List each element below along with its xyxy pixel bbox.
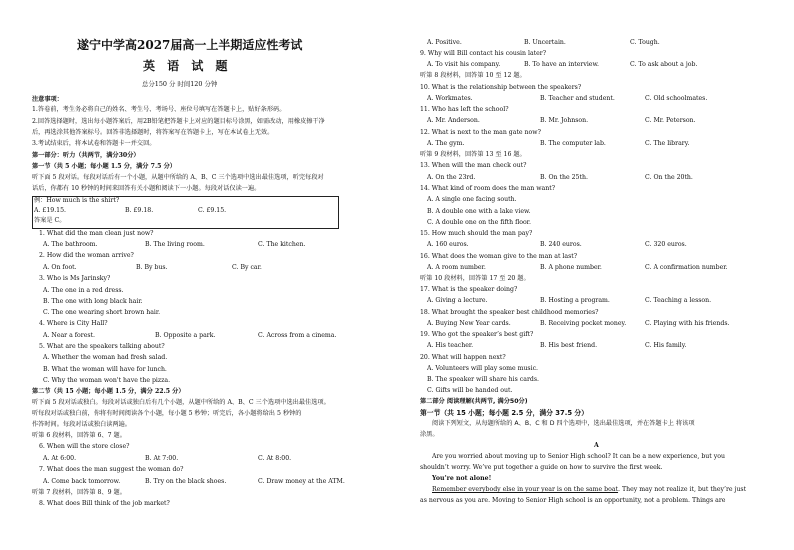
q17-option-a: A. Giving a lecture.	[427, 297, 488, 304]
q15-option-a: A. 160 euros.	[427, 241, 469, 248]
q14-option-c: C. A double one on the fifth floor.	[427, 219, 531, 226]
q4-option-a: A. Near a forest.	[43, 332, 96, 339]
q10-option-c: C. Old schoolmates.	[645, 95, 708, 102]
material-6: 听第 6 段材料，回答第 6、7 题。	[32, 432, 126, 439]
q2-option-a: A. On foot.	[43, 264, 77, 271]
q18-option-a: A. Buying New Year cards.	[427, 320, 511, 327]
q6-option-b: B. At 7:00.	[145, 455, 179, 462]
passage-line-4: as nervous as you are. Moving to Senior High school is an opportunity, not a problem. Things are	[420, 497, 726, 504]
q3-option-b: B. The one with long black hair.	[43, 298, 143, 305]
question-19: 19. Who got the speaker’s best gift?	[420, 331, 534, 338]
q1-option-c: C. The kitchen.	[258, 241, 306, 248]
question-13: 13. When will the man check out?	[420, 162, 527, 169]
exam-title: 遂宁中学高2027届高一上半期适应性考试	[77, 38, 303, 52]
question-7: 7. What does the man suggest the woman do?	[39, 466, 184, 473]
question-17: 17. What is the speaker doing?	[420, 286, 518, 293]
example-answer: 答案是 C。	[34, 217, 66, 224]
notes-heading: 注意事项：	[32, 96, 63, 103]
passage-subheading: You’re not alone!	[432, 475, 492, 482]
sec2-instruction-b: 听每段对话或独白前，你将有时间阅读各个小题，每小题 5 秒钟；听完后，各小题将给出 5 秒钟的	[32, 410, 302, 417]
part1-sec1-heading: 第一节（共 5 小题；每小题 1.5 分，满分 7.5 分）	[32, 163, 176, 170]
part2-heading: 第二部分 阅读理解(共两节, 满分50分)	[420, 398, 528, 405]
q2-option-b: B. By bus.	[136, 264, 168, 271]
q2-option-c: C. By car.	[232, 264, 262, 271]
q12-option-a: A. The gym.	[427, 140, 465, 147]
question-3: 3. Who is Ms Jarinsky?	[39, 275, 111, 282]
q11-option-c: C. Mr. Peterson.	[645, 117, 696, 124]
q1-option-b: B. The living room.	[145, 241, 205, 248]
q8-option-a: A. Positive.	[427, 39, 462, 46]
q1-option-a: A. The bathroom.	[43, 241, 98, 248]
q15-option-c: C. 320 euros.	[645, 241, 687, 248]
q3-option-c: C. The one wearing short brown hair.	[43, 309, 161, 316]
q12-option-b: B. The computer lab.	[540, 140, 606, 147]
part2-instruction-a: 阅读下列短文，从每题所给的 A、B、C 和 D 四个选项中，选出最佳选项，并在答题卡上 将该项	[432, 420, 695, 427]
material-9: 听第 9 段材料，回答第 13 至 16 题。	[420, 151, 526, 158]
q7-option-c: C. Draw money at the ATM.	[258, 478, 345, 485]
q3-option-a: A. The one in a red dress.	[43, 287, 124, 294]
q10-option-b: B. Teacher and student.	[540, 95, 615, 102]
sec1-instruction-b: 话后，你都有 10 秒钟的时间来回答有关小题和阅读下一小题。每段对话仅读一遍。	[32, 185, 261, 192]
question-8: 8. What does Bill think of the job market?	[39, 500, 170, 507]
q19-option-a: A. His teacher.	[427, 342, 474, 349]
example-option-a: A. £19.15.	[34, 207, 67, 214]
example-option-c: C. £9.15.	[198, 207, 227, 214]
note-2b: 后，再选涂其他答案标号。回答非选择题时，将答案写在答题卡上，写在本试卷上无效。	[32, 129, 274, 136]
underlined-phrase: Remember everybody else in your year is on the same boat	[432, 486, 619, 493]
example-question: 例：How much is the shirt?	[34, 197, 120, 204]
example-option-b: B. £9.18.	[125, 207, 154, 214]
q13-option-b: B. On the 25th.	[540, 174, 588, 181]
note-1: 1.答卷前，考生务必将自己的姓名、考生号、考场号、座位号填写在答题卡上，贴好条形码。	[32, 106, 286, 113]
question-6: 6. When will the store close?	[39, 443, 130, 450]
q13-option-c: C. On the 20th.	[645, 174, 693, 181]
q10-option-a: A. Workmates.	[427, 95, 473, 102]
part2-sec1-heading: 第一节（共 15 小题；每小题 2.5 分，满分 37.5 分）	[420, 409, 589, 417]
q12-option-c: C. The library.	[645, 140, 690, 147]
q17-option-b: B. Hosting a program.	[540, 297, 610, 304]
q20-option-a: A. Volunteers will play some music.	[427, 365, 539, 372]
q19-option-b: B. His best friend.	[540, 342, 598, 349]
material-8: 听第 8 段材料，回答第 10 至 12 题。	[420, 72, 526, 79]
q7-option-a: A. Come back tomorrow.	[43, 478, 121, 485]
q20-option-c: C. Gifts will be handed out.	[427, 387, 513, 394]
q18-option-b: B. Receiving pocket money.	[540, 320, 627, 327]
q9-option-a: A. To visit his company.	[427, 61, 501, 68]
q5-option-c: C. Why the woman won't have the pizza.	[43, 377, 171, 384]
q18-option-c: C. Playing with his friends.	[645, 320, 730, 327]
q5-option-b: B. What the woman will have for lunch.	[43, 366, 167, 373]
q16-option-b: B. A phone number.	[540, 264, 602, 271]
question-4: 4. Where is City Hall?	[39, 320, 108, 327]
q14-option-a: A. A single one facing south.	[427, 196, 517, 203]
question-9: 9. Why will Bill contact his cousin later?	[420, 50, 547, 57]
passage-label: A	[594, 442, 599, 449]
question-5: 5. What are the speakers talking about?	[39, 343, 165, 350]
q11-option-b: B. Mr. Johnson.	[540, 117, 589, 124]
material-10: 听第 10 段材料，回答第 17 至 20 题。	[420, 275, 530, 282]
passage-line-3	[432, 486, 746, 494]
part2-instruction-b: 涂黑。	[420, 431, 439, 438]
question-14: 14. What kind of room does the man want?	[420, 185, 556, 192]
question-2: 2. How did the woman arrive?	[39, 252, 134, 259]
q15-option-b: B. 240 euros.	[540, 241, 582, 248]
q7-option-b: B. Try on the black shoes.	[145, 478, 227, 485]
question-10: 10. What is the relationship between the speakers?	[420, 84, 582, 91]
q4-option-c: C. Across from a cinema.	[258, 332, 337, 339]
passage-line-3-rest: . They may not realize it, but they’re just	[618, 486, 747, 493]
question-11: 11. Who has left the school?	[420, 106, 509, 113]
q13-option-a: A. On the 23rd.	[427, 174, 476, 181]
sec2-instruction-a: 听下面 5 段对话或独白。每段对话或独白后有几个小题，从题中所给的 A、B、C 三个选项中选出最佳选项。	[32, 399, 330, 406]
q6-option-c: C. At 8:00.	[258, 455, 292, 462]
q6-option-a: A. At 6:00.	[43, 455, 77, 462]
q8-option-b: B. Uncertain.	[524, 39, 566, 46]
part1-sec2-heading: 第二节（共 15 小题；每小题 1.5 分，满分 22.5 分）	[32, 388, 185, 395]
note-2a: 2.回答选择题时，选出每小题答案后，用2B铅笔把答题卡上对应的题目标号涂黑，如需改动，用橡皮擦干净	[32, 118, 325, 125]
sec1-instruction-a: 听下面 5 段对话。每段对话后有一个小题，从题中所给的 A、B、C 三个选项中选出最佳选项，听完每段对	[32, 174, 324, 181]
exam-subtitle: 英 语 试 题	[143, 59, 232, 73]
sec2-instruction-c: 作答时间。每段对话或独白读两遍。	[32, 421, 131, 428]
q14-option-b: B. A double one with a lake view.	[427, 208, 531, 215]
question-16: 16. What does the woman give to the man at last?	[420, 253, 578, 260]
question-1: 1. What did the man clean just now?	[39, 230, 154, 237]
question-15: 15. How much should the man pay?	[420, 230, 533, 237]
part1-heading: 第一部分：听力（共两节，满分30分）	[32, 152, 140, 159]
question-20: 20. What will happen next?	[420, 354, 506, 361]
q9-option-c: C. To ask about a job.	[630, 61, 698, 68]
q16-option-a: A. A room number.	[427, 264, 486, 271]
q19-option-c: C. His family.	[645, 342, 687, 349]
q5-option-a: A. Whether the woman had fresh salad.	[43, 354, 168, 361]
material-7: 听第 7 段材料，回答第 8、9 题。	[32, 489, 126, 496]
q4-option-b: B. Opposite a park.	[155, 332, 216, 339]
q16-option-c: C. A confirmation number.	[645, 264, 728, 271]
exam-info: 总分150 分 时间120 分钟	[142, 80, 218, 88]
question-12: 12. What is next to the man gate now?	[420, 129, 541, 136]
q8-option-c: C. Tough.	[630, 39, 660, 46]
question-18: 18. What brought the speaker best childhood memories?	[420, 309, 599, 316]
passage-line-1: Are you worried about moving up to Senior High school? It can be a new experience, but you	[432, 453, 725, 460]
q9-option-b: B. To have an interview.	[524, 61, 599, 68]
note-3: 3.考试结束后，将本试卷和答题卡一并交回。	[32, 140, 156, 147]
q20-option-b: B. The speaker will share his cards.	[427, 376, 540, 383]
passage-line-2: shouldn’t worry. We’ve put together a guide on how to survive the first week.	[420, 464, 663, 471]
q17-option-c: C. Teaching a lesson.	[645, 297, 712, 304]
q11-option-a: A. Mr. Anderson.	[427, 117, 480, 124]
